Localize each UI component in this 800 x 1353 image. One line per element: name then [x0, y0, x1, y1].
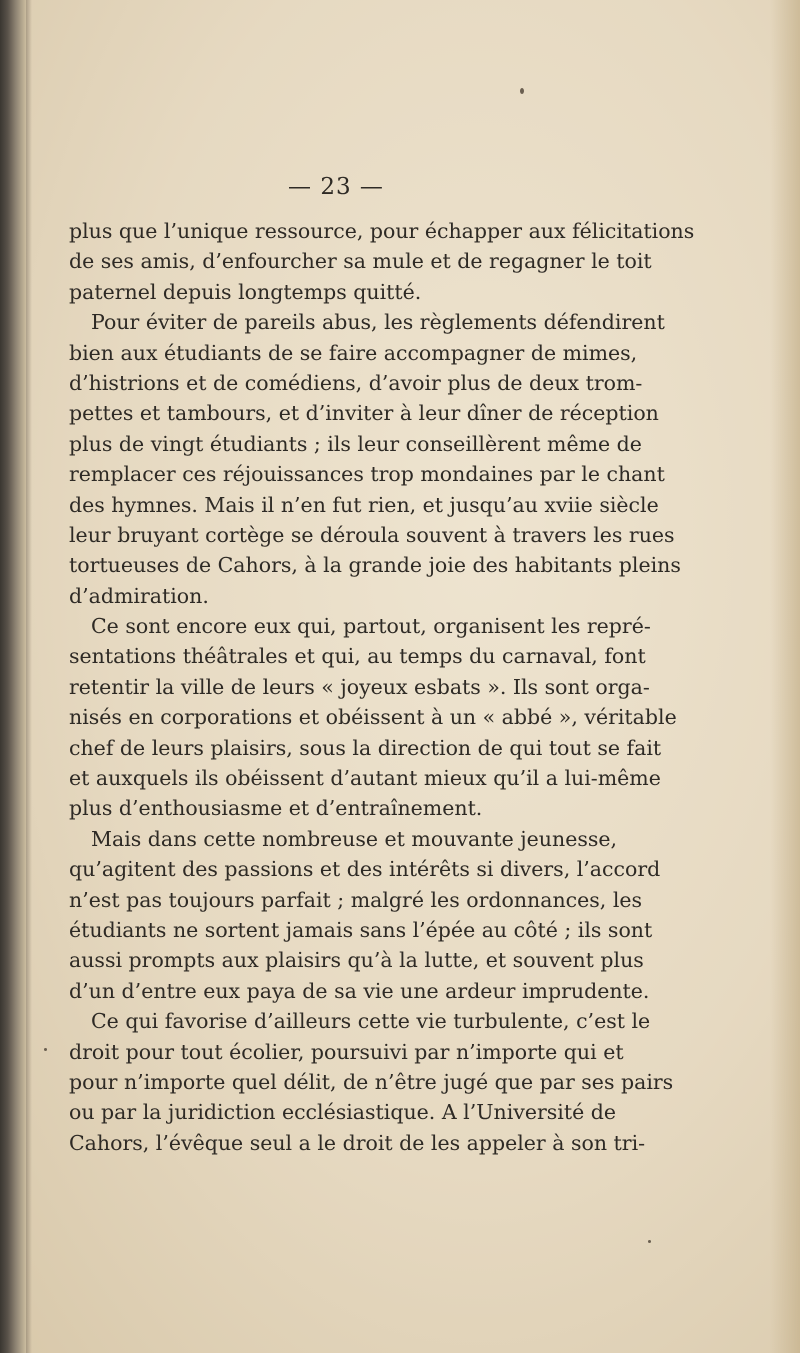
text-line: leur bruyant cortège se déroula souvent à travers les rues	[69, 522, 675, 547]
ink-speck	[520, 88, 524, 94]
ink-speck	[648, 1240, 651, 1243]
text-line: Cahors, l’évêque seul a le droit de les appeler à son tri-	[69, 1130, 646, 1155]
text-line: n’est pas toujours parfait ; malgré les ordonnances, les	[69, 887, 643, 912]
page-right-edge	[770, 0, 800, 1353]
text-line: tortueuses de Cahors, à la grande joie des habitants pleins	[69, 553, 681, 578]
text-line: nisés en corporations et obéissent à un « abbé », véritable	[69, 705, 677, 730]
text-line: retentir la ville de leurs « joyeux esbats ». Ils sont orga-	[69, 674, 650, 699]
text-line: Pour éviter de pareils abus, les règlements défendirent	[91, 310, 665, 335]
text-line: ou par la juridiction ecclésiastique. A l’Université de	[69, 1100, 616, 1125]
book-spine-shadow	[0, 0, 26, 1353]
text-line: paternel depuis longtemps quitté.	[69, 279, 422, 304]
text-line: plus d’enthousiasme et d’entraînement.	[69, 796, 483, 821]
text-line: de ses amis, d’enfourcher sa mule et de regagner le toit	[69, 249, 652, 274]
text-line: Ce sont encore eux qui, partout, organisent les repré-	[91, 614, 651, 639]
text-line: Mais dans cette nombreuse et mouvante jeunesse,	[91, 826, 618, 851]
text-line: et auxquels ils obéissent d’autant mieux qu’il a lui-même	[69, 766, 661, 791]
text-line: plus que l’unique ressource, pour échapper aux félicitations	[69, 219, 695, 243]
text-line: remplacer ces réjouissances trop mondaines par le chant	[69, 462, 665, 487]
text-line: aussi prompts aux plaisirs qu’à la lutte, et souvent plus	[69, 948, 644, 973]
spine-edge-shadow	[26, 0, 32, 1353]
text-line: plus de vingt étudiants ; ils leur conseillèrent même de	[69, 431, 642, 456]
body-text	[69, 216, 695, 1158]
text-line: d’histrions et de comédiens, d’avoir plus de deux trom-	[69, 370, 643, 395]
text-line: pour n’importe quel délit, de n’être jugé que par ses pairs	[69, 1069, 674, 1094]
text-line: pettes et tambours, et d’inviter à leur dîner de réception	[69, 401, 659, 426]
text-line: qu’agitent des passions et des intérêts si divers, l’accord	[69, 857, 661, 882]
text-line: chef de leurs plaisirs, sous la direction de qui tout se fait	[69, 735, 662, 760]
page-number: — 23 —	[288, 174, 384, 200]
text-line: Ce qui favorise d’ailleurs cette vie turbulente, c’est le	[91, 1009, 651, 1034]
text-line: bien aux étudiants de se faire accompagner de mimes,	[69, 340, 638, 365]
text-line: d’admiration.	[69, 583, 209, 608]
text-line: étudiants ne sortent jamais sans l’épée au côté ; ils sont	[69, 917, 653, 942]
ink-speck	[44, 1048, 47, 1051]
text-line: d’un d’entre eux paya de sa vie une ardeur imprudente.	[69, 978, 650, 1003]
text-line: sentations théâtrales et qui, au temps du carnaval, font	[69, 644, 646, 669]
text-line: droit pour tout écolier, poursuivi par n’importe qui et	[69, 1039, 624, 1064]
text-line: des hymnes. Mais il n’en fut rien, et jusqu’au xviie siècle	[69, 492, 659, 517]
